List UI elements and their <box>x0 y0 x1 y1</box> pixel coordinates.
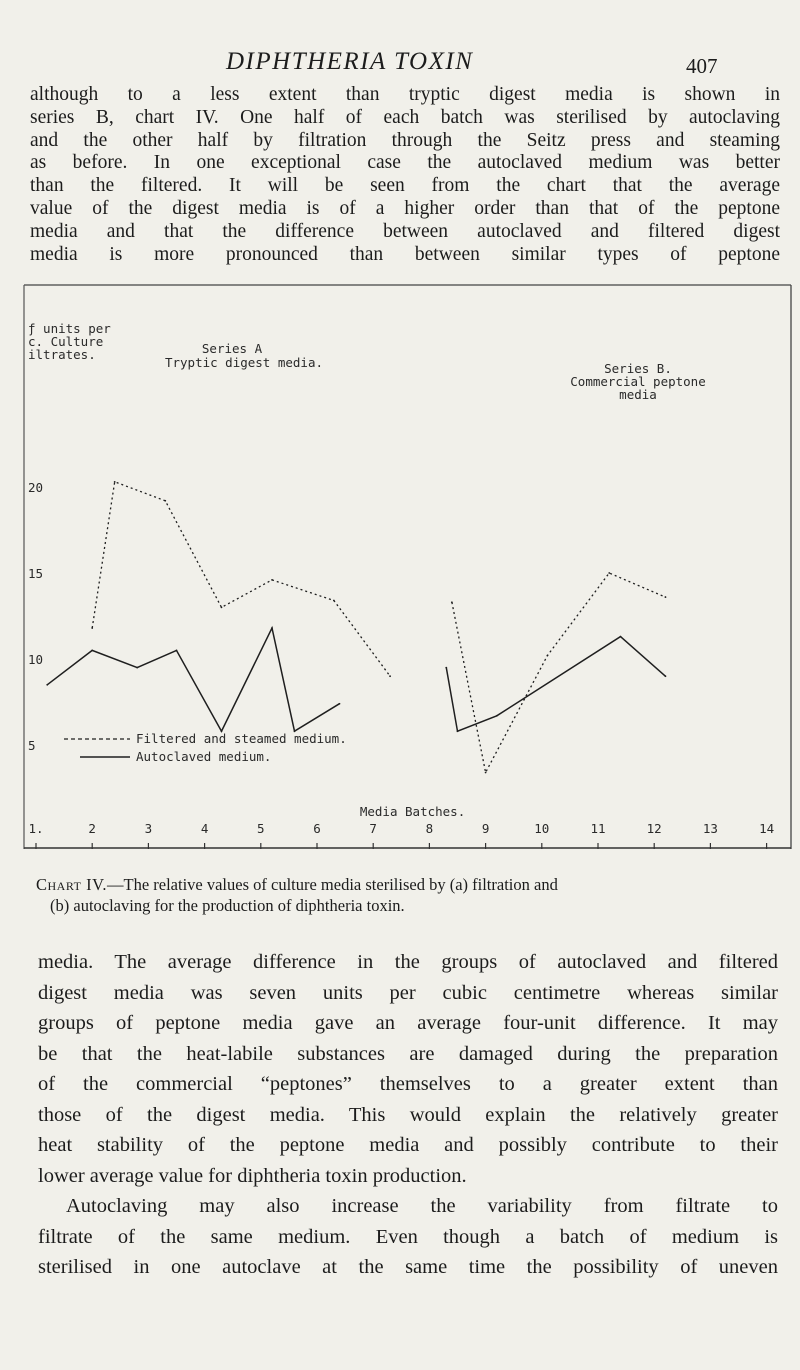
legend-label-autoclaved: Autoclaved medium. <box>136 749 272 764</box>
data-point <box>457 730 459 732</box>
series-b-annotation: Commercial peptone <box>570 374 706 389</box>
text-line: digest media was seven units per cubic centimetre whereas similar <box>38 981 778 1004</box>
data-point <box>389 675 391 677</box>
x-tick-label: 5 <box>257 821 265 836</box>
x-tick-label: 2 <box>88 821 96 836</box>
text-line: series B, chart IV. One half of each batch was sterilised by autoclaving <box>30 106 780 128</box>
series-a-annotation: Tryptic digest media. <box>164 355 324 370</box>
data-point <box>445 667 447 669</box>
data-point <box>665 675 667 677</box>
series-line-b-solid <box>446 637 665 732</box>
data-point <box>451 601 453 603</box>
data-point <box>339 703 341 705</box>
x-tick-label: 7 <box>369 821 377 836</box>
running-head <box>0 48 800 78</box>
text-line: media. The average difference in the groups of autoclaved and filtered <box>38 951 778 973</box>
series-line-a-solid <box>47 628 339 731</box>
series-a-annotation: Series A <box>201 341 263 356</box>
text-line: media is more pronounced than between similar types of peptone <box>30 243 780 265</box>
series-b-annotation: media <box>619 387 657 402</box>
x-tick-label: 13 <box>702 821 718 836</box>
x-tick-label: 3 <box>144 821 153 836</box>
text-line: those of the digest media. This would explain the relatively greater <box>38 1103 778 1126</box>
text-line: value of the digest media is of a higher order than that of the peptone <box>30 197 780 219</box>
data-point <box>114 481 116 483</box>
page-number: 407 <box>686 54 718 78</box>
data-point <box>547 655 549 657</box>
y-axis-label: ƒ units per <box>28 321 111 336</box>
text-line: filtrate of the same medium. Even though a batch of medium is <box>38 1225 778 1248</box>
intro-paragraph <box>30 84 780 266</box>
data-point <box>333 600 335 602</box>
data-point <box>485 772 487 774</box>
x-tick-label: 14 <box>759 821 775 836</box>
text-line: Autoclaving may also increase the variability from filtrate to <box>66 1195 778 1217</box>
text-line: be that the heat-labile substances are damaged during the preparation <box>38 1042 778 1065</box>
y-axis-label: iltrates. <box>28 347 96 362</box>
data-point <box>136 667 138 669</box>
running-title: DIPHTHERIA TOXIN <box>226 48 474 75</box>
caption-text-line-1: —The relative values of culture media sterilised by (a) filtration and <box>106 875 558 894</box>
text-line: and the other half by filtration through the Seitz press and steaming <box>30 129 780 151</box>
x-tick-label: 6 <box>313 821 321 836</box>
caption-text-line-2: (b) autoclaving for the production of diphtheria toxin. <box>50 896 405 915</box>
x-tick-label: 12 <box>646 821 662 836</box>
y-tick-label: 10 <box>28 652 44 667</box>
text-line: as before. In one exceptional case the autoclaved medium was better <box>30 152 780 174</box>
text-line: groups of peptone media gave an average four-unit difference. It may <box>38 1012 778 1034</box>
y-tick-label: 15 <box>28 566 44 581</box>
series-line-b-dashed <box>452 573 666 773</box>
figure-caption <box>36 874 776 916</box>
x-tick-label: 10 <box>534 821 550 836</box>
data-point <box>91 650 93 652</box>
data-point <box>91 627 93 629</box>
body-paragraph <box>38 947 778 1283</box>
y-tick-label: 20 <box>28 480 44 495</box>
x-tick-label: 9 <box>481 821 490 836</box>
x-axis-label: Media Batches. <box>359 804 466 819</box>
data-point <box>496 715 498 717</box>
caption-label: Chart IV. <box>36 875 107 894</box>
legend-label-filtered: Filtered and steamed medium. <box>136 731 347 746</box>
x-tick-label: 8 <box>425 821 434 836</box>
x-tick-label: 1. <box>28 821 44 836</box>
text-line: lower average value for diphtheria toxin production. <box>38 1164 467 1187</box>
data-point <box>271 627 273 629</box>
text-line: although to a less extent than tryptic digest media is shown in <box>30 84 780 105</box>
text-line: than the filtered. It will be seen from the chart that the average <box>30 175 780 197</box>
data-point <box>164 500 166 502</box>
data-point <box>665 596 667 598</box>
data-point <box>46 684 48 686</box>
y-axis-label: c. Culture <box>28 334 104 349</box>
series-b-annotation: Series B. <box>604 361 672 376</box>
text-line: sterilised in one autoclave at the same time the possibility of uneven <box>38 1256 778 1278</box>
y-tick-label: 5 <box>28 738 36 753</box>
data-point <box>271 579 273 581</box>
data-point <box>221 607 223 609</box>
chart-figure <box>22 283 793 863</box>
text-line: of the commercial “peptones” themselves to a greater extent than <box>38 1073 778 1095</box>
x-tick-label: 11 <box>590 821 606 836</box>
data-point <box>620 636 622 638</box>
chart-svg <box>22 283 793 863</box>
data-point <box>608 572 610 574</box>
data-point <box>176 650 178 652</box>
text-line: media and that the difference between autoclaved and filtered digest <box>30 220 780 242</box>
series-line-a-dashed <box>92 482 390 676</box>
x-tick-label: 4 <box>200 821 209 836</box>
text-line: heat stability of the peptone media and possibly contribute to their <box>38 1134 778 1156</box>
